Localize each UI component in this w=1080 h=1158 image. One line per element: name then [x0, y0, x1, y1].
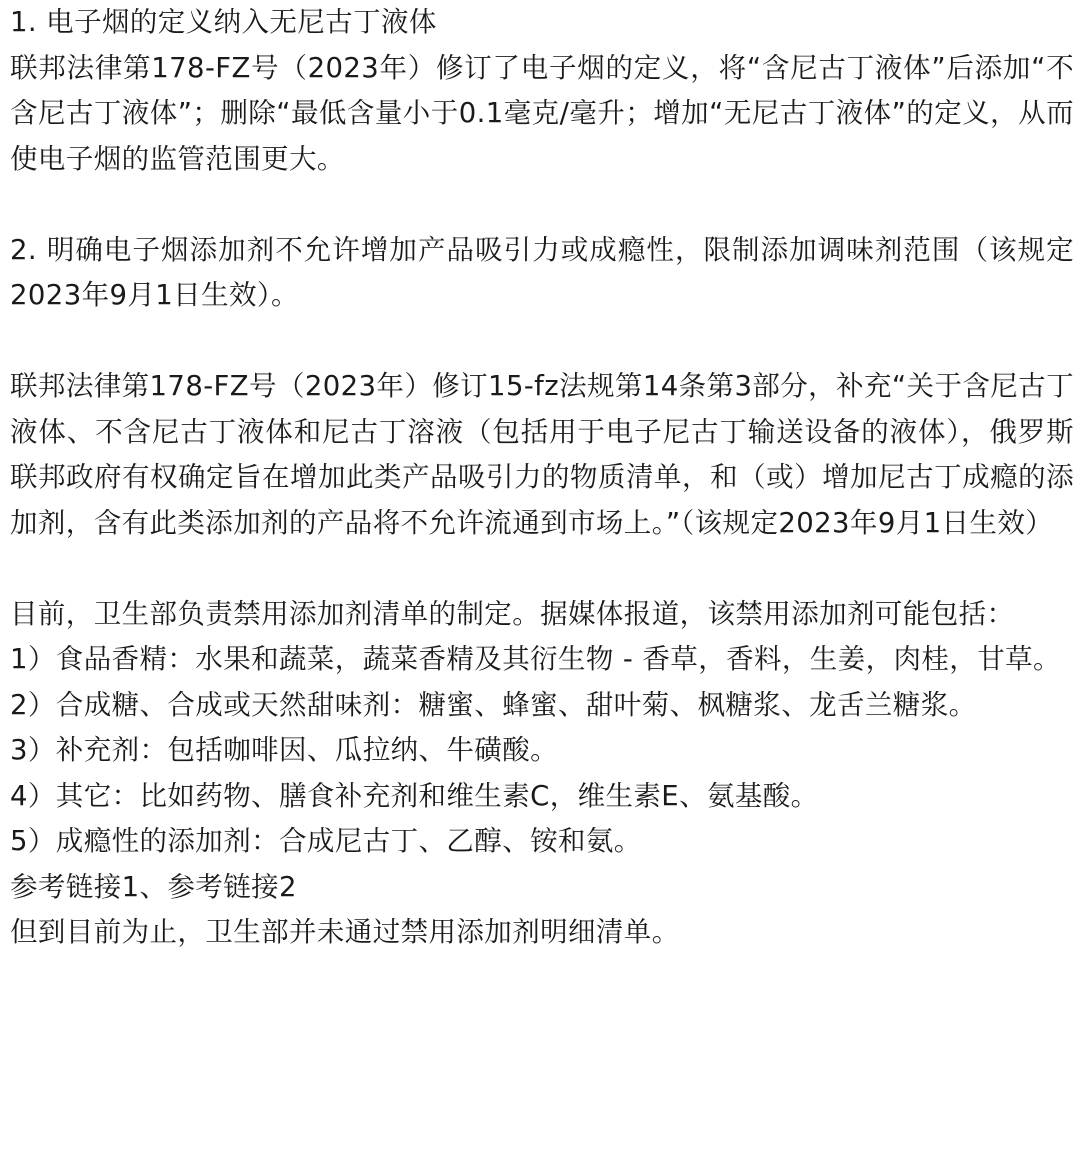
reference-link-1[interactable]: 参考链接1: [10, 870, 140, 903]
list-item: 1）食品香精：水果和蔬菜，蔬菜香精及其衍生物 - 香草，香料，生姜，肉桂，甘草。: [10, 643, 1061, 675]
paragraph-gap: [10, 182, 1074, 228]
list-item: 2）合成糖、合成或天然甜味剂：糖蜜、蜂蜜、甜叶菊、枫糖浆、龙舌兰糖浆。: [10, 688, 977, 721]
reference-link-2[interactable]: 参考链接2: [167, 870, 297, 903]
section-2-heading: 2. 明确电子烟添加剂不允许增加产品吸引力或成瘾性，限制添加调味剂范围（该规定2023年9月1日生效）。: [10, 233, 1074, 311]
section-3-intro: 目前，卫生部负责禁用添加剂清单的制定。据媒体报道，该禁用添加剂可能包括：: [10, 597, 1015, 630]
link-separator: 、: [139, 870, 168, 903]
list-item: 4）其它：比如药物、膳食补充剂和维生素C，维生素E、氨基酸。: [10, 779, 819, 812]
section-1-body: 联邦法律第178-FZ号（2023年）修订了电子烟的定义，将“含尼古丁液体”后添加“不含尼古丁液体”；删除“最低含量小于0.1毫克/毫升；增加“无尼古丁液体”的定义，从而使电子烟的监管范围更大。: [10, 51, 1074, 175]
article-body: [10, 0, 1074, 956]
section-2-body: 联邦法律第178-FZ号（2023年）修订15-fz法规第14条第3部分，补充“关于含尼古丁液体、不含尼古丁液体和尼古丁溶液（包括用于电子尼古丁输送设备的液体），俄罗斯联邦政府有权确定旨在增加此类产品吸引力的物质清单，和（或）增加尼古丁成瘾的添加剂，含有此类添加剂的产品将不允许流通到市场上。”（该规定2023年9月1日生效）: [10, 370, 1074, 539]
list-item: 5）成瘾性的添加剂：合成尼古丁、乙醇、铵和氨。: [10, 825, 642, 857]
paragraph-gap: [10, 546, 1074, 592]
reference-links: [10, 865, 1074, 911]
list-item: 3）补充剂：包括咖啡因、瓜拉纳、牛磺酸。: [10, 734, 558, 766]
section-3-closing: 但到目前为止，卫生部并未通过禁用添加剂明细清单。: [10, 916, 680, 948]
section-1-heading: 1. 电子烟的定义纳入无尼古丁液体: [10, 6, 437, 38]
paragraph-gap: [10, 319, 1074, 365]
